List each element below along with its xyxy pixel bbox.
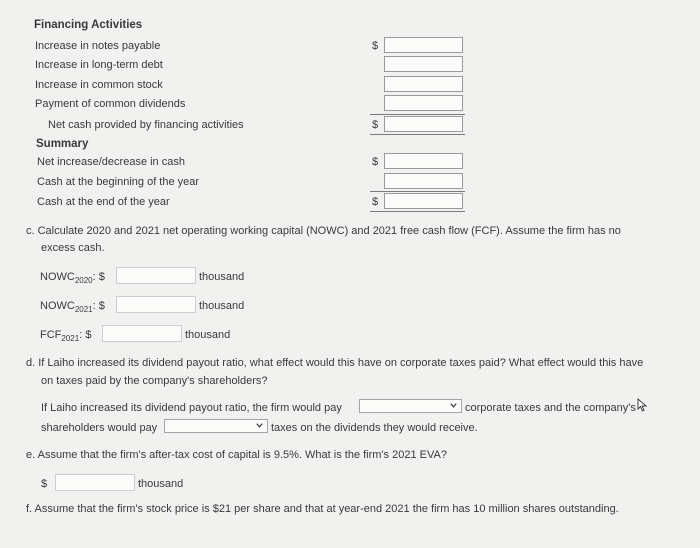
part-d-sentence-mid: corporate taxes and the company's: [465, 402, 636, 414]
net-financing-input[interactable]: [384, 116, 463, 132]
nowc-2021-label: $NOWC_{2021}$: $: [40, 300, 105, 315]
notes-payable-label: Increase in notes payable: [35, 40, 161, 52]
nowc-2020-input[interactable]: [116, 267, 196, 284]
net-change-cash-currency: $: [372, 156, 379, 168]
chevron-down-icon: [255, 421, 264, 430]
financing-heading: Financing Activities: [34, 19, 143, 31]
part-f-question: f. Assume that the firm's stock price is $21 per share and that at year-end 2021 the firm has 10 million shares outstanding.: [26, 503, 619, 515]
eva-input[interactable]: [55, 474, 135, 491]
summary-heading: Summary: [36, 138, 89, 150]
summary-total-rule: [370, 211, 465, 212]
part-d-sentence-start: If Laiho increased its dividend payout ratio, the firm would pay: [41, 402, 342, 414]
net-financing-label: Net cash provided by financing activities: [48, 119, 244, 131]
eva-unit: thousand: [138, 478, 184, 490]
summary-subtotal-rule: [370, 191, 465, 192]
corporate-taxes-dropdown[interactable]: [359, 399, 462, 413]
net-financing-currency: $: [372, 119, 379, 131]
part-d-question-line1: d. If Laiho increased its dividend payout ratio, what effect would this have on corporate taxes paid? What effect would this have: [26, 357, 644, 369]
shareholder-taxes-dropdown[interactable]: [164, 419, 268, 433]
common-dividends-label: Payment of common dividends: [35, 98, 186, 110]
notes-payable-currency: $: [372, 40, 379, 52]
nowc-2021-input[interactable]: [116, 296, 196, 313]
nowc-2020-label: $NOWC_{2020}$: $: [40, 271, 105, 286]
nowc-2020-unit: thousand: [199, 271, 245, 283]
long-term-debt-label: Increase in long-term debt: [35, 59, 163, 71]
common-dividends-input[interactable]: [384, 95, 463, 111]
cash-end-currency: $: [372, 196, 379, 208]
part-e-question: e. Assume that the firm's after-tax cost of capital is 9.5%. What is the firm's 2021 EVA?: [26, 449, 447, 461]
subtotal-rule: [370, 114, 465, 115]
cash-beginning-input[interactable]: [384, 173, 463, 189]
net-change-cash-label: Net increase/decrease in cash: [37, 156, 185, 168]
part-c-question-line1: c. Calculate 2020 and 2021 net operating working capital (NOWC) and 2021 free cash flow (FCF). Assume the firm has no: [26, 225, 621, 237]
common-stock-input[interactable]: [384, 76, 463, 92]
chevron-down-icon: [449, 401, 458, 410]
cash-end-label: Cash at the end of the year: [37, 196, 170, 208]
nowc-2021-unit: thousand: [199, 300, 245, 312]
common-stock-label: Increase in common stock: [35, 79, 163, 91]
fcf-2021-unit: thousand: [185, 329, 231, 341]
total-rule: [370, 134, 465, 135]
fcf-2021-label: $FCF_{2021}$: $: [40, 329, 92, 344]
fcf-2021-input[interactable]: [102, 325, 182, 342]
part-d-question-line2: on taxes paid by the company's shareholders?: [41, 375, 268, 387]
cash-beginning-label: Cash at the beginning of the year: [37, 176, 200, 188]
eva-currency: $: [41, 478, 48, 490]
part-c-question-line2: excess cash.: [41, 242, 105, 254]
net-change-cash-input[interactable]: [384, 153, 463, 169]
part-d-sentence-shareholders: shareholders would pay: [41, 422, 158, 434]
cash-end-input[interactable]: [384, 193, 463, 209]
mouse-cursor-icon: [637, 398, 649, 412]
long-term-debt-input[interactable]: [384, 56, 463, 72]
part-d-sentence-end: taxes on the dividends they would receive.: [271, 422, 478, 434]
notes-payable-input[interactable]: [384, 37, 463, 53]
